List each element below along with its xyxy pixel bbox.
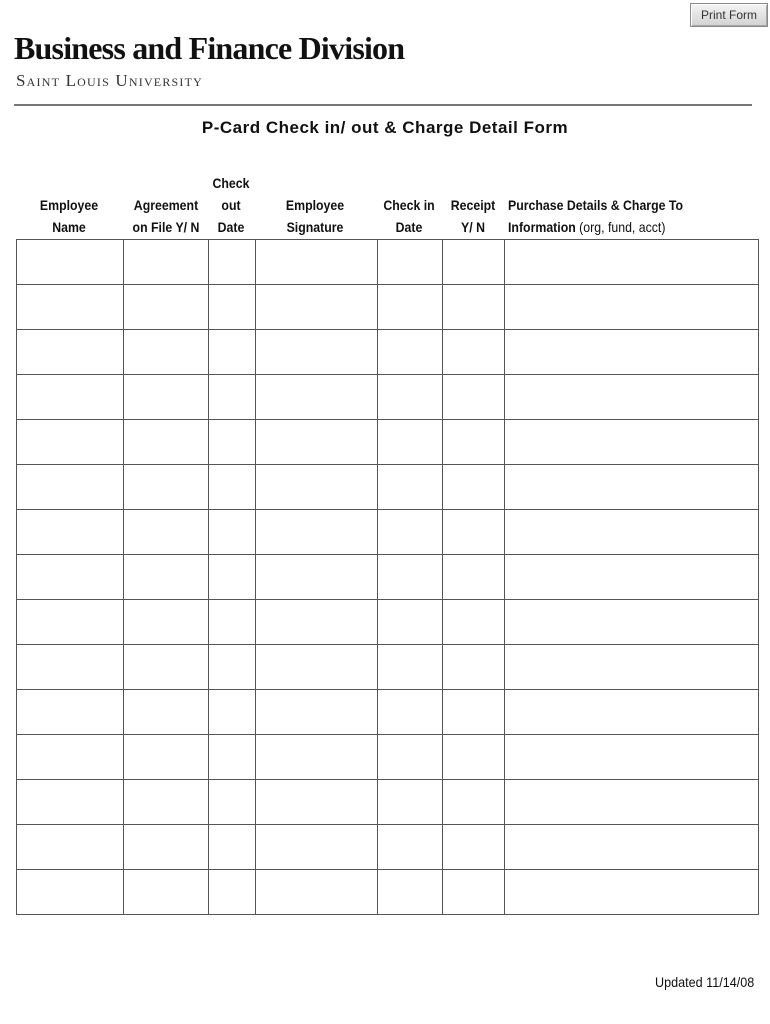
employee-signature-cell[interactable] (256, 690, 378, 735)
purchase-details-cell[interactable] (505, 330, 759, 375)
employee-name-cell[interactable] (17, 555, 124, 600)
employee-name-cell[interactable] (17, 825, 124, 870)
purchase-details-cell[interactable] (505, 825, 759, 870)
column-header-receipt: Receipt Y/ N (450, 197, 496, 235)
employee-name-cell[interactable] (17, 285, 124, 330)
check-in-date-cell[interactable] (378, 375, 443, 420)
purchase-details-cell[interactable] (505, 510, 759, 555)
column-header-employee-signature: Employee Signature (285, 197, 345, 235)
check-in-date-cell[interactable] (378, 285, 443, 330)
purchase-details-cell[interactable] (505, 465, 759, 510)
check-out-date-cell[interactable] (209, 735, 256, 780)
check-in-date-cell[interactable] (378, 555, 443, 600)
agreement-on-file-cell[interactable] (124, 600, 209, 645)
charge-info-note: (org, fund, acct) (579, 219, 666, 235)
check-out-date-cell[interactable] (209, 555, 256, 600)
check-out-date-cell[interactable] (209, 645, 256, 690)
receipt-cell[interactable] (443, 285, 505, 330)
employee-signature-cell[interactable] (256, 825, 378, 870)
agreement-on-file-cell[interactable] (124, 735, 209, 780)
receipt-cell[interactable] (443, 735, 505, 780)
column-header-agreement: Agreement on File Y/ N (132, 197, 200, 235)
employee-name-cell[interactable] (17, 645, 124, 690)
purchase-details-cell[interactable] (505, 240, 759, 285)
agreement-on-file-cell[interactable] (124, 825, 209, 870)
table-row (17, 330, 759, 375)
agreement-on-file-cell[interactable] (124, 555, 209, 600)
employee-name-cell[interactable] (17, 690, 124, 735)
agreement-on-file-cell[interactable] (124, 285, 209, 330)
employee-name-cell[interactable] (17, 330, 124, 375)
updated-date: Updated 11/14/08 (654, 974, 754, 990)
receipt-cell[interactable] (443, 870, 505, 915)
column-header-check-out-date: Check out Date (212, 175, 250, 235)
agreement-on-file-cell[interactable] (124, 375, 209, 420)
table-row (17, 465, 759, 510)
check-out-date-cell[interactable] (209, 870, 256, 915)
check-out-date-cell[interactable] (209, 375, 256, 420)
check-in-date-cell[interactable] (378, 825, 443, 870)
receipt-cell[interactable] (443, 330, 505, 375)
purchase-details-cell[interactable] (505, 645, 759, 690)
agreement-on-file-cell[interactable] (124, 780, 209, 825)
employee-signature-cell[interactable] (256, 735, 378, 780)
university-name: Saint Louis University (16, 71, 204, 90)
check-out-date-cell[interactable] (209, 465, 256, 510)
employee-signature-cell[interactable] (256, 465, 378, 510)
table-row (17, 510, 759, 555)
table-row (17, 375, 759, 420)
check-in-date-cell[interactable] (378, 240, 443, 285)
table-row (17, 690, 759, 735)
employee-signature-cell[interactable] (256, 510, 378, 555)
check-in-date-cell[interactable] (378, 780, 443, 825)
table-row (17, 555, 759, 600)
entry-table (16, 239, 759, 915)
employee-name-cell[interactable] (17, 600, 124, 645)
division-title: Business and Finance Division (14, 30, 405, 66)
print-form-button[interactable]: Print Form (690, 3, 768, 27)
employee-signature-cell[interactable] (256, 285, 378, 330)
check-out-date-cell[interactable] (209, 600, 256, 645)
receipt-cell[interactable] (443, 780, 505, 825)
table-row (17, 600, 759, 645)
receipt-cell[interactable] (443, 825, 505, 870)
header-divider (14, 104, 752, 106)
check-out-date-cell[interactable] (209, 240, 256, 285)
receipt-cell[interactable] (443, 600, 505, 645)
column-header-employee-name: Employee Name (39, 197, 99, 235)
receipt-cell[interactable] (443, 240, 505, 285)
table-row (17, 285, 759, 330)
table-row (17, 780, 759, 825)
table-row (17, 735, 759, 780)
column-header-purchase-details: Purchase Details & Charge To Information (org, fund, acct) (508, 197, 684, 235)
table-row (17, 870, 759, 915)
employee-name-cell[interactable] (17, 510, 124, 555)
receipt-cell[interactable] (443, 645, 505, 690)
table-row (17, 645, 759, 690)
check-out-date-cell[interactable] (209, 330, 256, 375)
employee-name-cell[interactable] (17, 420, 124, 465)
employee-signature-cell[interactable] (256, 330, 378, 375)
employee-signature-cell[interactable] (256, 555, 378, 600)
table-row (17, 825, 759, 870)
check-out-date-cell[interactable] (209, 285, 256, 330)
purchase-details-cell[interactable] (505, 375, 759, 420)
receipt-cell[interactable] (443, 465, 505, 510)
check-in-date-cell[interactable] (378, 735, 443, 780)
employee-signature-cell[interactable] (256, 870, 378, 915)
table-row (17, 240, 759, 285)
purchase-details-cell[interactable] (505, 285, 759, 330)
employee-name-cell[interactable] (17, 870, 124, 915)
agreement-on-file-cell[interactable] (124, 645, 209, 690)
employee-signature-cell[interactable] (256, 645, 378, 690)
check-out-date-cell[interactable] (209, 510, 256, 555)
table-row (17, 420, 759, 465)
employee-name-cell[interactable] (17, 735, 124, 780)
receipt-cell[interactable] (443, 510, 505, 555)
agreement-on-file-cell[interactable] (124, 330, 209, 375)
agreement-on-file-cell[interactable] (124, 240, 209, 285)
agreement-on-file-cell[interactable] (124, 870, 209, 915)
employee-name-cell[interactable] (17, 465, 124, 510)
check-in-date-cell[interactable] (378, 420, 443, 465)
check-in-date-cell[interactable] (378, 330, 443, 375)
check-in-date-cell[interactable] (378, 510, 443, 555)
receipt-cell[interactable] (443, 375, 505, 420)
agreement-on-file-cell[interactable] (124, 465, 209, 510)
purchase-details-cell[interactable] (505, 555, 759, 600)
form-title: P-Card Check in/ out & Charge Detail Form (201, 118, 569, 137)
check-out-date-cell[interactable] (209, 420, 256, 465)
employee-name-cell[interactable] (17, 375, 124, 420)
column-header-check-in-date: Check in Date (383, 197, 435, 235)
purchase-details-cell[interactable] (505, 780, 759, 825)
purchase-details-cell[interactable] (505, 690, 759, 735)
purchase-details-cell[interactable] (505, 870, 759, 915)
agreement-on-file-cell[interactable] (124, 420, 209, 465)
employee-signature-cell[interactable] (256, 600, 378, 645)
agreement-on-file-cell[interactable] (124, 690, 209, 735)
check-out-date-cell[interactable] (209, 825, 256, 870)
employee-signature-cell[interactable] (256, 375, 378, 420)
check-in-date-cell[interactable] (378, 465, 443, 510)
employee-name-cell[interactable] (17, 240, 124, 285)
employee-signature-cell[interactable] (256, 780, 378, 825)
check-in-date-cell[interactable] (378, 645, 443, 690)
purchase-details-cell[interactable] (505, 600, 759, 645)
purchase-details-cell[interactable] (505, 735, 759, 780)
receipt-cell[interactable] (443, 690, 505, 735)
check-out-date-cell[interactable] (209, 780, 256, 825)
receipt-cell[interactable] (443, 555, 505, 600)
employee-signature-cell[interactable] (256, 420, 378, 465)
check-in-date-cell[interactable] (378, 600, 443, 645)
check-in-date-cell[interactable] (378, 690, 443, 735)
check-in-date-cell[interactable] (378, 870, 443, 915)
employee-signature-cell[interactable] (256, 240, 378, 285)
agreement-on-file-cell[interactable] (124, 510, 209, 555)
purchase-details-cell[interactable] (505, 420, 759, 465)
check-out-date-cell[interactable] (209, 690, 256, 735)
employee-name-cell[interactable] (17, 780, 124, 825)
receipt-cell[interactable] (443, 420, 505, 465)
